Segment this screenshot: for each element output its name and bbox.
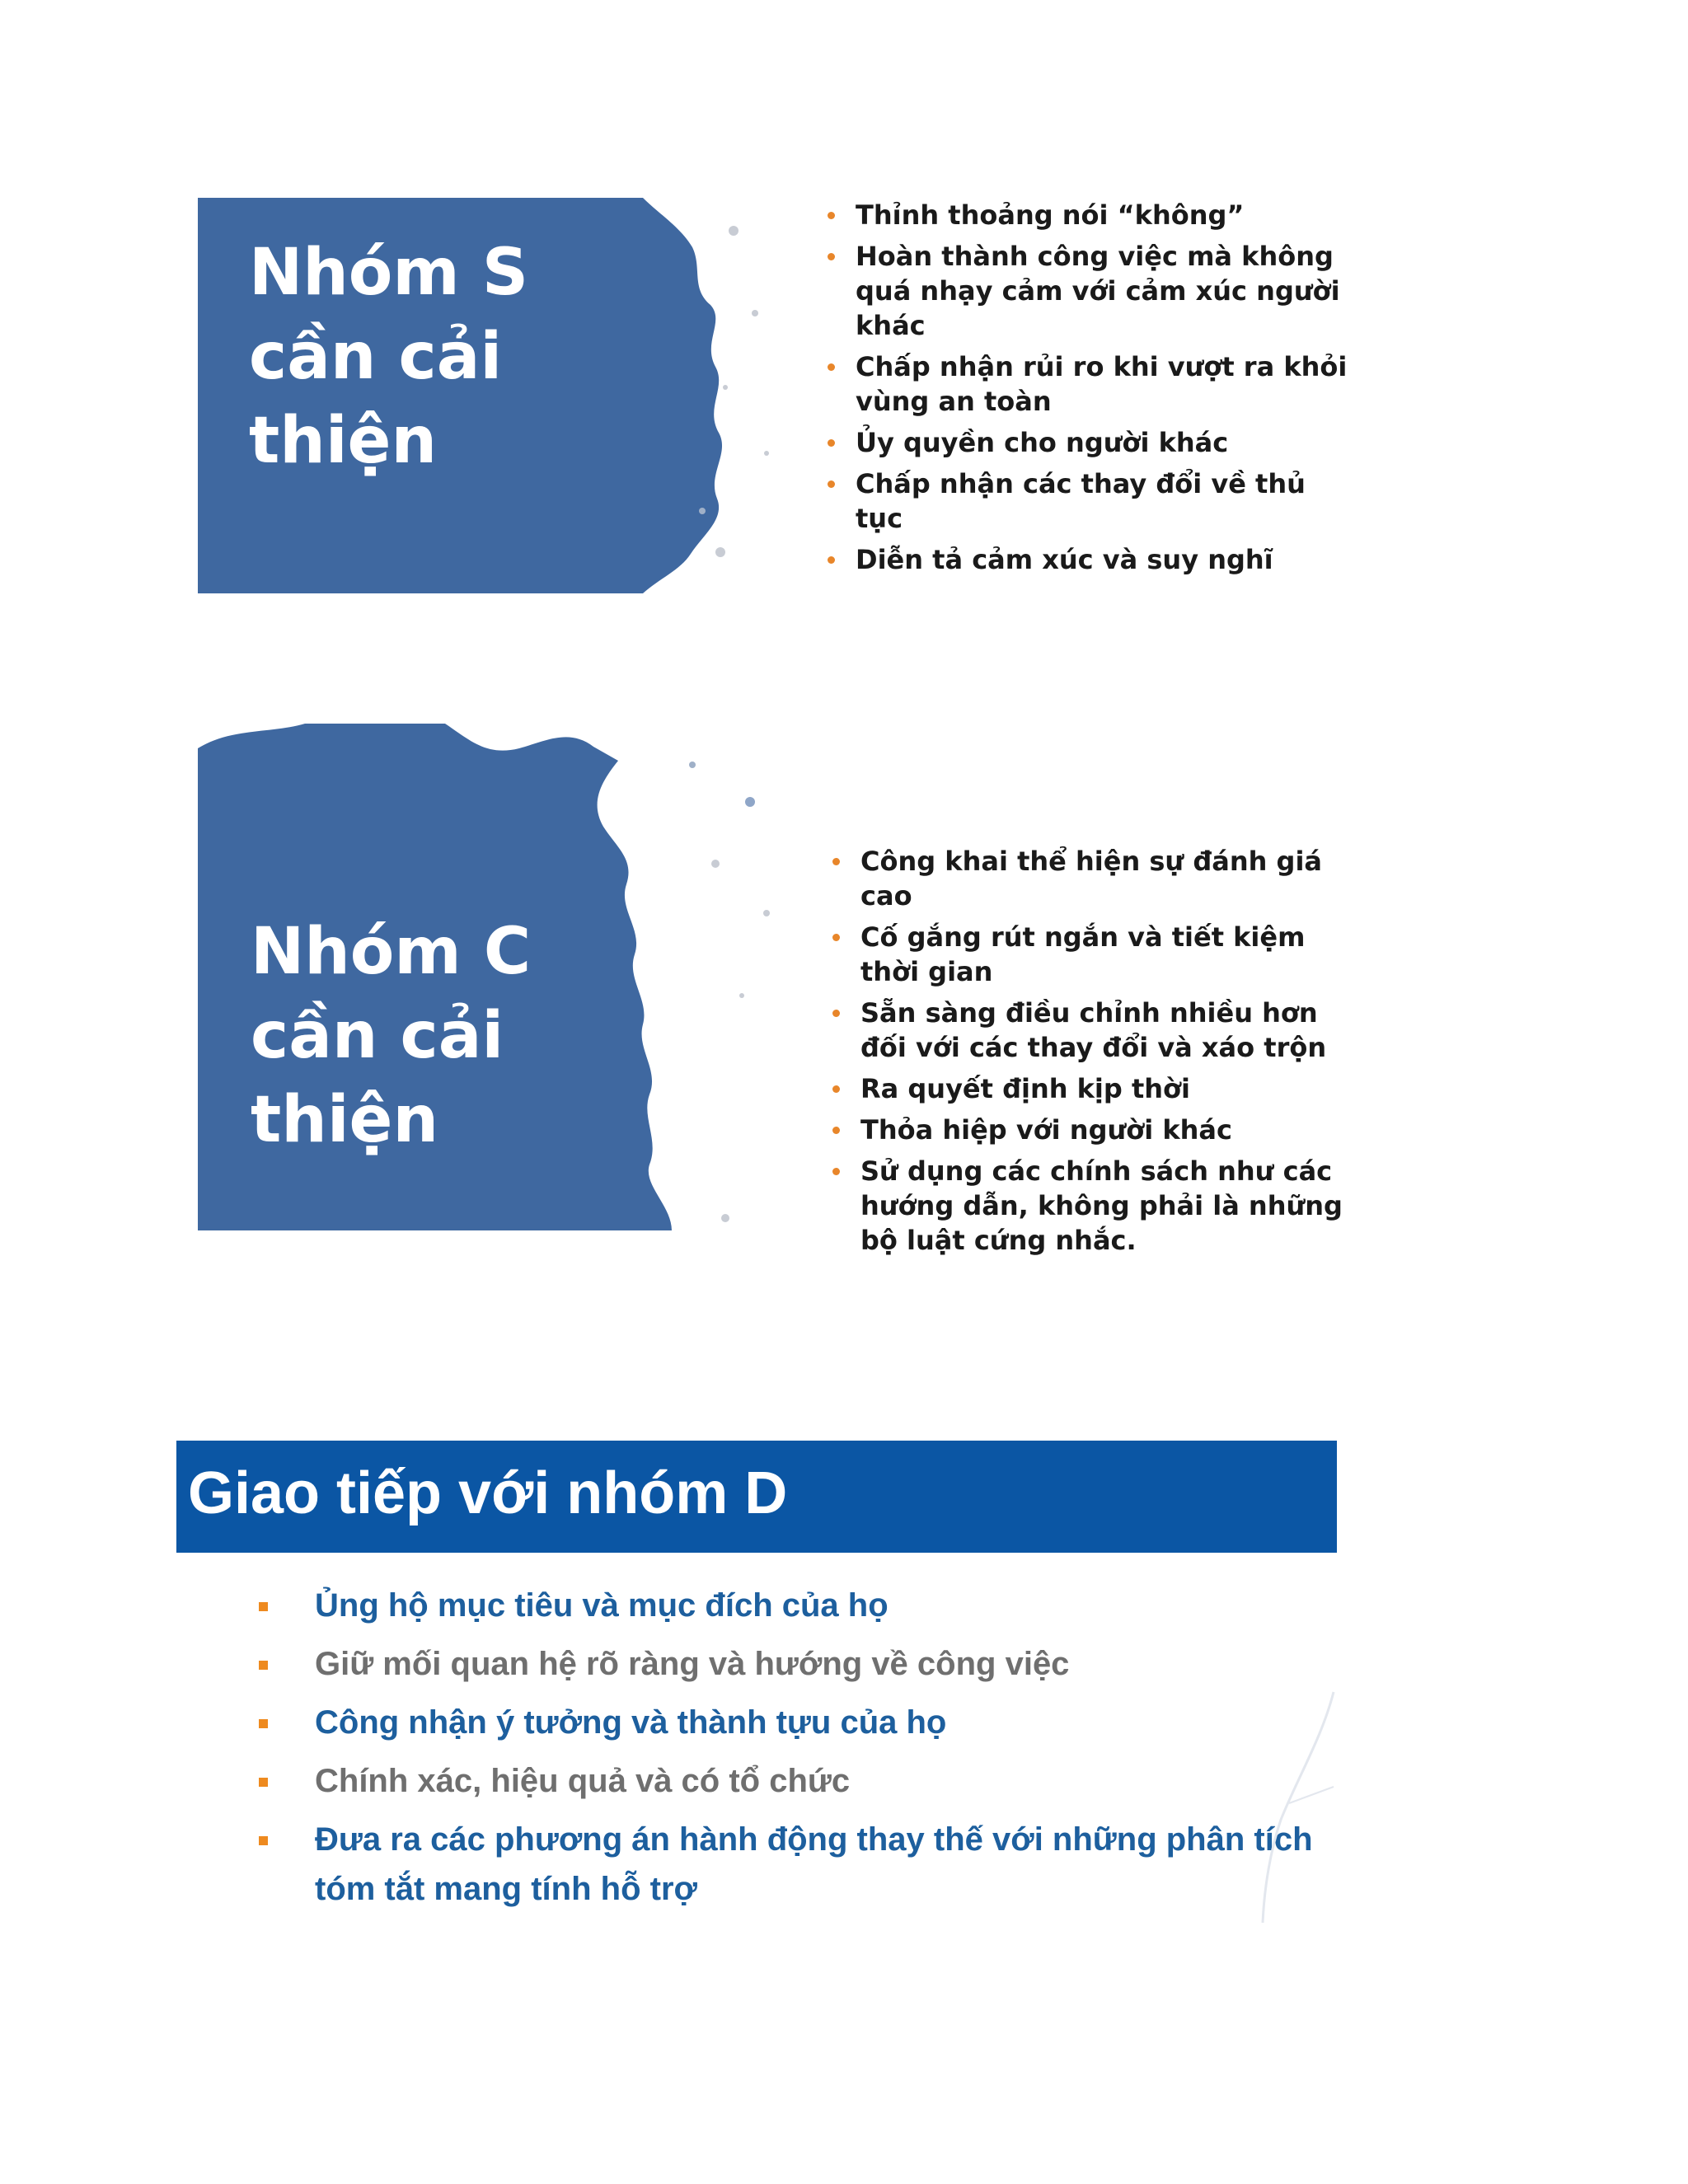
list-item: Công khai thể hiện sự đánh giá cao (829, 844, 1352, 913)
slide-d-decorative-curve (1231, 1688, 1337, 1927)
slide-c-title-line-2: cần cải (251, 999, 504, 1073)
slide-d-title: Giao tiếp với nhóm D (188, 1460, 788, 1526)
list-item: Chính xác, hiệu quả và có tổ chức (259, 1756, 1314, 1806)
list-item: Giữ mối quan hệ rõ ràng và hướng về công việc (259, 1639, 1314, 1689)
list-item: Hoàn thành công việc mà không quá nhạy cảm với cảm xúc người khác (824, 239, 1352, 343)
slide-c-title-line-3: thiện (251, 1083, 438, 1157)
slide-d-bullet-list (259, 1581, 1314, 1923)
slide-c-title (251, 910, 531, 1162)
list-item: Thỏa hiệp với người khác (829, 1113, 1352, 1147)
slide-d-header-bar (176, 1441, 1337, 1553)
slide-nhom-s (198, 198, 1352, 593)
list-item: Cố gắng rút ngắn và tiết kiệm thời gian (829, 920, 1352, 989)
list-item: Ra quyết định kịp thời (829, 1071, 1352, 1106)
slide-s-bullet-list (824, 198, 1352, 583)
slide-s-title-line-3: thiện (249, 404, 437, 478)
list-item: Sẵn sàng điều chỉnh nhiều hơn đối với các thay đổi và xáo trộn (829, 996, 1352, 1065)
slide-s-title-line-2: cần cải (249, 320, 503, 394)
list-item: Thỉnh thoảng nói “không” (824, 198, 1352, 232)
slide-c-title-line-1: Nhóm C (251, 915, 532, 989)
slide-s-title-line-1: Nhóm S (249, 236, 529, 310)
list-item: Chấp nhận rủi ro khi vượt ra khỏi vùng an toàn (824, 349, 1352, 419)
list-item: Chấp nhận các thay đổi về thủ tục (824, 466, 1352, 536)
list-item: Ủng hộ mục tiêu và mục đích của họ (259, 1581, 1314, 1630)
slide-nhom-c (198, 724, 1352, 1256)
list-item: Đưa ra các phương án hành động thay thế với những phân tích tóm tắt mang tính hỗ trợ (259, 1815, 1314, 1914)
list-item: Sử dụng các chính sách như các hướng dẫn, không phải là những bộ luật cứng nhắc. (829, 1154, 1352, 1258)
list-item: Công nhận ý tưởng và thành tựu của họ (259, 1698, 1314, 1747)
list-item: Ủy quyền cho người khác (824, 425, 1352, 460)
list-item: Diễn tả cảm xúc và suy nghĩ (824, 542, 1352, 577)
slide-giao-tiep-nhom-d (176, 1441, 1337, 1927)
slide-s-title (249, 231, 528, 483)
slide-c-bullet-list (829, 844, 1352, 1264)
